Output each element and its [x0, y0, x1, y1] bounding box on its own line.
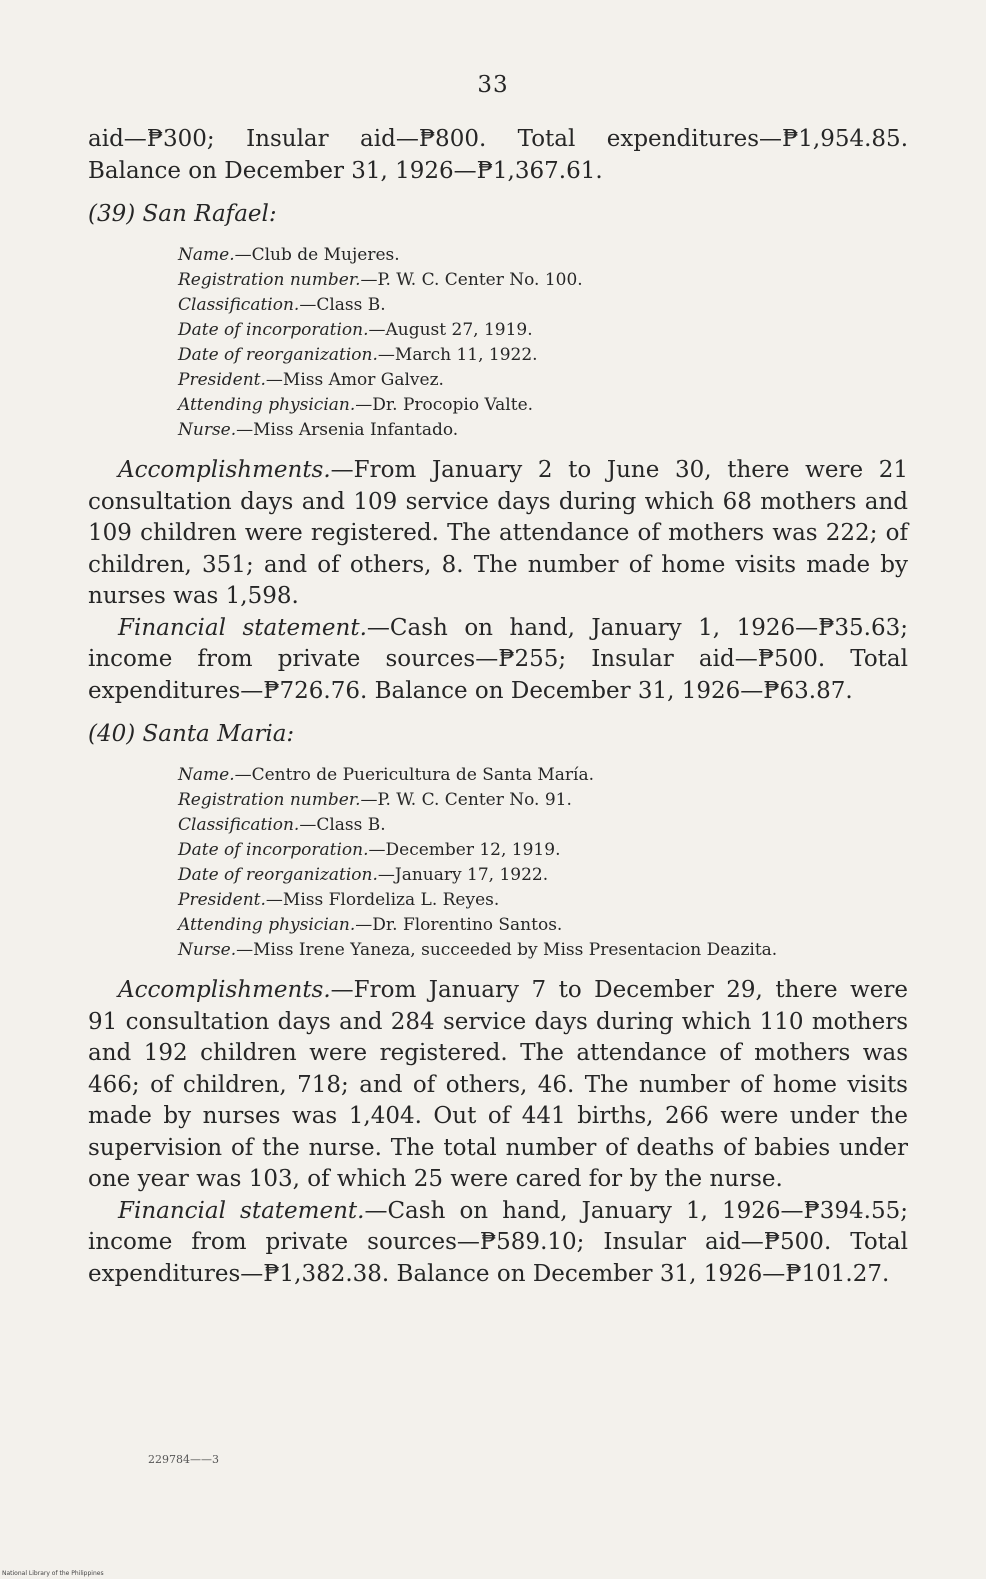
section-heading: [88, 201, 908, 227]
info-registration: Registration number.—P. W. C. Center No. 91.: [178, 790, 572, 810]
section-place: Santa Maria:: [142, 721, 295, 747]
footer-credit: National Library of the Philippines: [2, 1570, 104, 1577]
info-registration: Registration number.—P. W. C. Center No. 100.: [178, 270, 583, 290]
accomplishments-paragraph: Accomplishments.—From January 2 to June 30, there were 21 consultation days and 109 service days during which 68 mothers and 109 children were registered. The attendance of mothers was 222; of children, 351; and of others, 8. The number of home visits made by nurses was 1,598.: [88, 457, 908, 609]
info-physician: Attending physician.—Dr. Florentino Santos.: [178, 915, 563, 935]
info-president: President.—Miss Amor Galvez.: [178, 370, 444, 390]
info-name: Name.—Club de Mujeres.: [178, 245, 400, 265]
info-reorganization: Date of reorganization.—March 11, 1922.: [178, 345, 538, 365]
section-heading: [88, 721, 908, 747]
info-president: President.—Miss Flordeliza L. Reyes.: [178, 890, 500, 910]
section-number: (39): [88, 201, 136, 227]
financial-paragraph: Financial statement.—Cash on hand, January 1, 1926—₱394.55; income from private sources—₱589.10; Insular aid—₱500. Total expenditures—₱1,382.38. Balance on December 31, 1926—₱101.27.: [88, 1197, 909, 1287]
info-list: [178, 243, 908, 443]
section-number: (40): [88, 721, 136, 747]
info-nurse: Nurse.—Miss Arsenia Infantado.: [178, 420, 459, 440]
accomplishments-paragraph: Accomplishments.—From January 7 to December 29, there were 91 consultation days and 284 service days during which 110 mothers and 192 children were registered. The attendance of mothers was 466; of children, 718; and of others, 46. The number of home visits made by nurses was 1,404. Out of 441 births, 266 were under the supervision of the nurse. The total number of deaths of babies under one year was 103, of which 25 were cared for by the nurse.: [88, 977, 908, 1192]
info-physician: Attending physician.—Dr. Procopio Valte.: [178, 395, 534, 415]
section-santa-maria: [88, 721, 908, 1290]
section-san-rafael: [88, 201, 908, 707]
info-name: Name.—Centro de Puericultura de Santa María.: [178, 765, 595, 785]
financial-paragraph: Financial statement.—Cash on hand, January 1, 1926—₱35.63; income from private sources—₱255; Insular aid—₱500. Total expenditures—₱726.76. Balance on December 31, 1926—₱63.87.: [88, 614, 909, 704]
section-place: San Rafael:: [142, 201, 277, 227]
info-classification: Classification.—Class B.: [178, 295, 386, 315]
info-list: [178, 763, 908, 963]
page-body: [88, 124, 908, 1290]
info-incorporation: Date of incorporation.—August 27, 1919.: [178, 320, 533, 340]
info-nurse: Nurse.—Miss Irene Yaneza, succeeded by Miss Presentacion Deazita.: [178, 940, 778, 960]
footer-code: 229784——3: [148, 1453, 219, 1466]
info-classification: Classification.—Class B.: [178, 815, 386, 835]
intro-paragraph: aid—₱300; Insular aid—₱800. Total expenditures—₱1,954.85. Balance on December 31, 1926—₱1,367.61.: [88, 126, 908, 184]
page-number: 33: [477, 72, 509, 98]
info-incorporation: Date of incorporation.—December 12, 1919.: [178, 840, 561, 860]
info-reorganization: Date of reorganization.—January 17, 1922.: [178, 865, 549, 885]
